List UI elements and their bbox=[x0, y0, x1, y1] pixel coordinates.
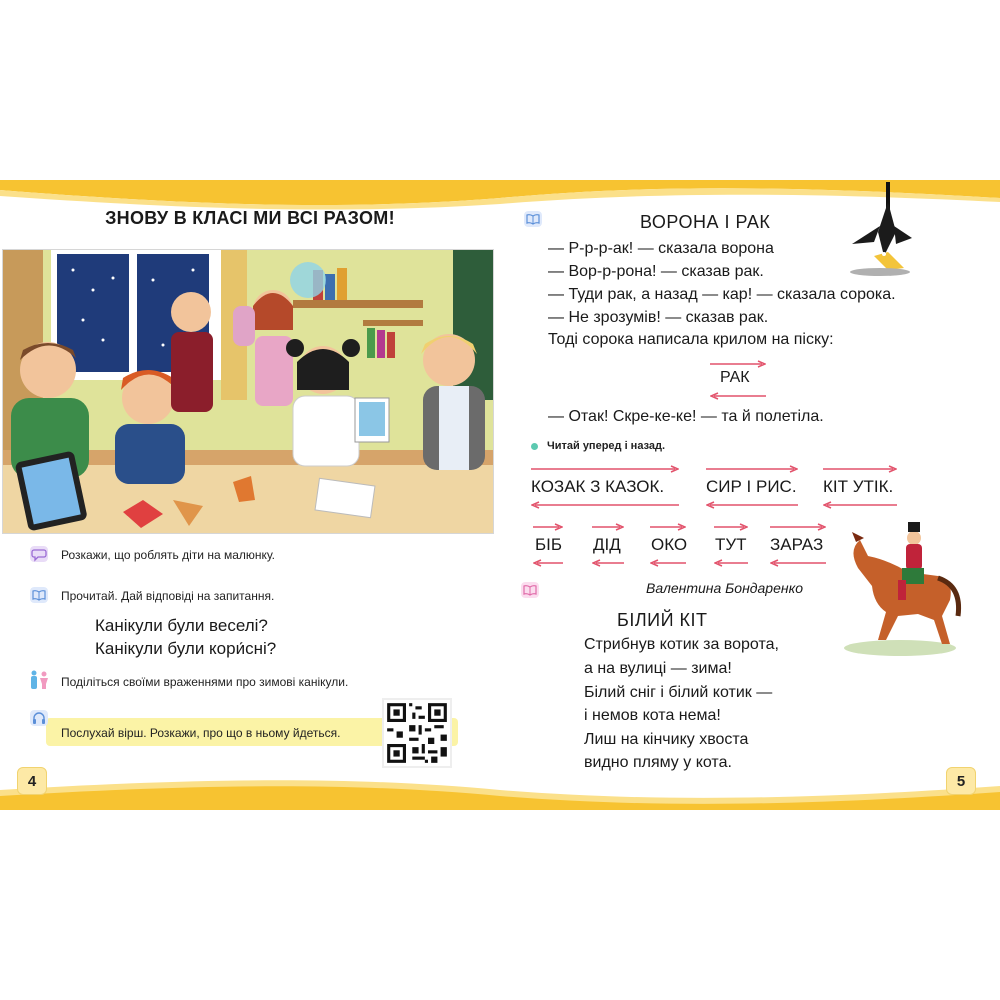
classroom-illustration bbox=[2, 249, 494, 534]
arrow-right bbox=[823, 465, 897, 473]
arrow-left bbox=[533, 559, 563, 567]
page-number-left: 4 bbox=[17, 767, 47, 795]
book-icon bbox=[524, 211, 542, 227]
story-title: ВОРОНА І РАК bbox=[640, 212, 771, 232]
poem-line-3: Білий сніг і білий котик — bbox=[584, 684, 773, 701]
phrase-2: СИР І РИС. bbox=[706, 477, 797, 496]
word-2: ДІД bbox=[593, 535, 621, 554]
arrow-right bbox=[710, 360, 766, 368]
crow-illustration bbox=[844, 182, 916, 278]
poem-author: Валентина Бондаренко bbox=[646, 580, 803, 596]
page-number-right: 5 bbox=[946, 767, 976, 795]
task-listen-text: Послухай вірш. Розкажи, про що в ньому йдеться. bbox=[61, 726, 341, 740]
word-1: БІБ bbox=[535, 535, 563, 554]
task-read-text: Прочитай. Дай відповіді на запитання. bbox=[61, 589, 275, 603]
ending-line: — Отак! Скре-ке-ке! — та й полетіла. bbox=[548, 408, 824, 425]
dialog-line-4: — Не зрозумів! — сказав рак. bbox=[548, 309, 769, 326]
arrow-right bbox=[714, 523, 748, 531]
book-icon bbox=[30, 587, 48, 603]
arrow-left bbox=[531, 501, 679, 509]
qr-code[interactable] bbox=[382, 698, 452, 768]
arrow-left bbox=[650, 559, 686, 567]
arrow-right bbox=[531, 465, 679, 473]
word-4: ТУТ bbox=[715, 535, 747, 554]
phrase-3: КІТ УТІК. bbox=[823, 477, 894, 496]
poem-line-5: Лиш на кінчику хвоста bbox=[584, 731, 749, 748]
dialog-line-1: — Р-р-р-ак! — сказала ворона bbox=[548, 240, 774, 257]
children-icon bbox=[28, 670, 50, 690]
poem-line-2: а на вулиці — зима! bbox=[584, 660, 732, 677]
word-5: ЗАРАЗ bbox=[770, 535, 824, 554]
question-2: Канікули були кори́сні? bbox=[95, 639, 277, 658]
arrow-right bbox=[592, 523, 624, 531]
arrow-left bbox=[592, 559, 624, 567]
poem-line-4: і немов кота нема! bbox=[584, 707, 721, 724]
task-talk-text: Розкажи, що роблять діти на малюнку. bbox=[61, 548, 276, 562]
dialog-line-5: Тоді сорока написала крилом на піску: bbox=[548, 331, 834, 348]
book-icon bbox=[521, 582, 539, 598]
bottom-wave-band bbox=[0, 772, 1000, 814]
arrow-left bbox=[710, 392, 766, 400]
dialog-line-3: — Туди рак, а назад — кар! — сказала сорока. bbox=[548, 286, 896, 303]
cossack-horse-illustration bbox=[838, 520, 966, 660]
task-read-both: Читай уперед і назад. bbox=[547, 440, 666, 452]
arrow-right bbox=[706, 465, 798, 473]
question-1: Канікули були веселі? bbox=[95, 616, 268, 635]
arrow-left bbox=[823, 501, 897, 509]
lesson-title: ЗНОВУ В КЛАСІ МИ ВСІ РАЗОМ! bbox=[105, 208, 395, 228]
word-3: ОКО bbox=[651, 535, 688, 554]
arrow-right bbox=[770, 523, 826, 531]
arrow-left bbox=[714, 559, 748, 567]
arrow-right bbox=[650, 523, 686, 531]
task-share-text: Поділіться своїми враженнями про зимові канікули. bbox=[61, 675, 349, 689]
phrase-1: КОЗАК З КАЗОК. bbox=[531, 477, 665, 496]
arrow-right bbox=[533, 523, 563, 531]
sand-word: РАК bbox=[720, 369, 750, 386]
headphones-icon bbox=[30, 710, 48, 726]
bullet-dot bbox=[531, 443, 538, 450]
poem-title: БІЛИЙ КІТ bbox=[617, 610, 708, 630]
arrow-left bbox=[706, 501, 798, 509]
dialog-line-2: — Вор-р-рона! — сказав рак. bbox=[548, 263, 764, 280]
poem-line-1: Стрибнув котик за ворота, bbox=[584, 636, 779, 653]
arrow-left bbox=[770, 559, 826, 567]
poem-line-6: видно пляму у кота. bbox=[584, 754, 732, 771]
speech-bubble-icon bbox=[30, 546, 48, 562]
